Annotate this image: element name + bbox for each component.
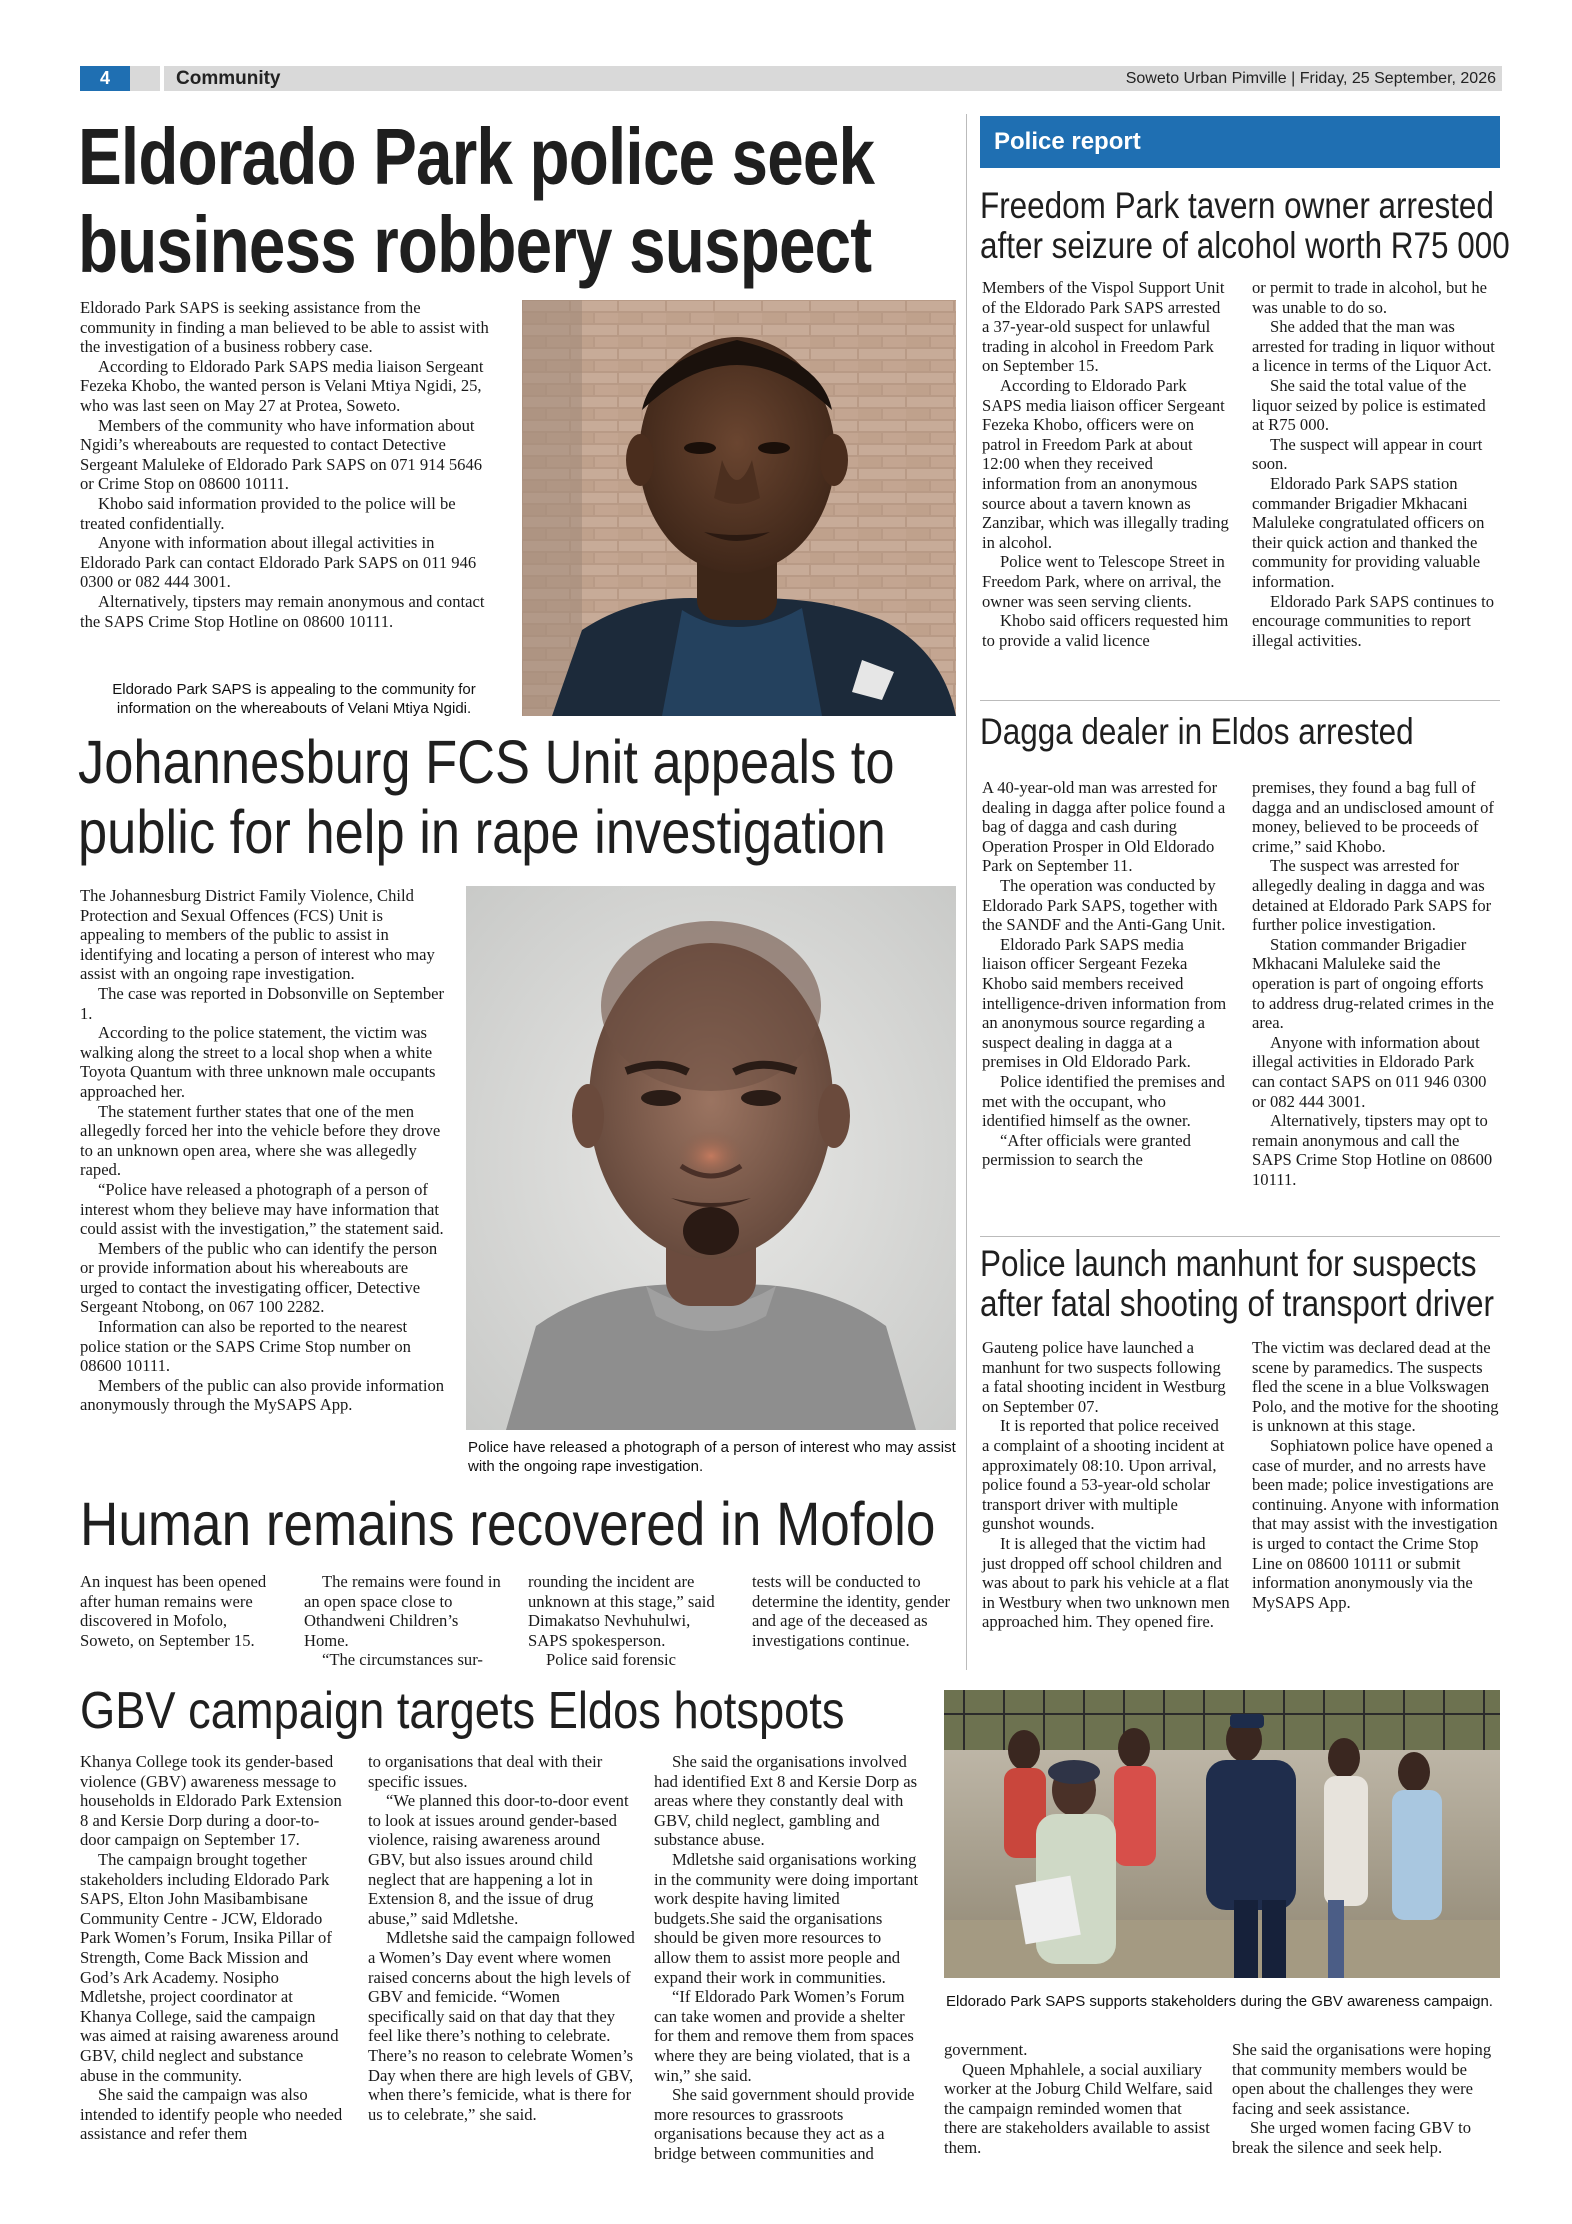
suspect-photo — [522, 300, 956, 716]
report2-paragraph: Station commander Brigadier Mkhacani Maluleke said the operation is part of ongoing efforts to address drug-related crimes in the area. — [1252, 934, 1494, 1033]
person-of-interest-photo — [466, 886, 956, 1430]
report2-col1 — [982, 778, 1230, 1170]
gbv-campaign-photo — [944, 1690, 1500, 1978]
story1-paragraph: Alternatively, tipsters may remain anonymous and contact the SAPS Crime Stop Hotline on 08600 10111. — [80, 591, 485, 631]
report3-paragraph: It is reported that police received a complaint of a shooting incident at approximately 08:10. Upon arrival, police found a 53-year-old scholar transport driver with multiple gunshot wounds. — [982, 1416, 1225, 1534]
police-report-banner: Police report — [980, 116, 1500, 168]
story1-paragraph: Anyone with information about illegal activities in Eldorado Park can contact Eldorado Park SAPS on 011 946 0300 or 082 444 3001. — [80, 533, 477, 592]
story4-paragraph: Mdletshe said the campaign followed a Women’s Day event where women raised concerns about the high levels of GBV and femicide. “Women specifically said on that day that they feel like there’s nothing to celebrate. There’s no reason to celebrate Women’s Day when there are high levels of GBV, when there’s femicide, what is there for us to celebrate,” she said. — [368, 1928, 635, 2124]
report2-paragraph: The operation was conducted by Eldorado Park SAPS, together with the SANDF and the Anti-Gang Unit. — [982, 875, 1226, 935]
story2-headline-line2: public for help in rape investigation — [78, 798, 886, 866]
story2-paragraph: According to the police statement, the victim was walking along the street to a local shop when a white Toyota Quantum with three unknown male occupants approached her. — [80, 1023, 436, 1101]
report1-paragraph: According to Eldorado Park SAPS media liaison officer Sergeant Fezeka Khobo, officers were on patrol in Freedom Park at about 12:00 when they received information from an anonymous source about a tavern known as Zanzibar, which was illegally trading in alcohol. — [982, 375, 1229, 552]
story2-paragraph: “Police have released a photograph of a person of interest whom they believe may have information that could assist with the investigation,” the statement said. — [80, 1179, 444, 1239]
story4-col2 — [368, 1752, 636, 2124]
report1-paragraph: Eldorado Park SAPS continues to encourage communities to report illegal activities. — [1252, 591, 1495, 650]
story1-headline-line2: business robbery suspect — [78, 200, 872, 289]
report2-paragraph: Alternatively, tipsters may opt to remain anonymous and call the SAPS Crime Stop Hotline on 08600 10111. — [1252, 1111, 1493, 1189]
story4-caption: Eldorado Park SAPS supports stakeholders during the GBV awareness campaign. — [946, 1993, 1493, 2010]
report2-col2 — [1252, 778, 1500, 1189]
story2-paragraph: Information can also be reported to the nearest police station or the SAPS Crime Stop number on 08600 10111. — [80, 1317, 411, 1376]
story4-col1 — [80, 1752, 344, 2144]
story2-paragraph: The case was reported in Dobsonville on September 1. — [80, 983, 445, 1023]
report2-paragraph: “After officials were granted permission to search the — [982, 1130, 1191, 1170]
story1-caption: Eldorado Park SAPS is appealing to the community for information on the whereabouts of Velani Mtiya Ngidi. — [112, 681, 476, 717]
story1-headline-line1: Eldorado Park police seek — [78, 112, 875, 201]
story3-headline: Human remains recovered in Mofolo — [80, 1490, 936, 1558]
story1-paragraph: Eldorado Park SAPS is seeking assistance from the community in finding a man believed to be able to assist with the investigation of a business robbery case. — [80, 298, 489, 357]
report1-paragraph: The suspect will appear in court soon. — [1252, 434, 1483, 474]
story1-body — [80, 298, 498, 631]
story4-paragraph: The campaign brought together stakeholders including Eldorado Park SAPS, Elton John Masibambisane Community Centre - JCW, Eldorado Park Women’s Forum, Insika Pillar of Strength, Come Back Mission and God’s Ark Academy. Nosipho Mdletshe, project coordinator at Khanya College, said the campaign was aimed at raising awareness around GBV, child neglect and substance abuse in the community. — [80, 1849, 339, 2085]
report3-headline-line2: after fatal shooting of transport driver — [980, 1283, 1494, 1324]
report1-headline-line1: Freedom Park tavern owner arrested — [980, 185, 1494, 226]
report3-paragraph: Gauteng police have launched a manhunt for two suspects following a fatal shooting incident in Westburg on September 07. — [982, 1338, 1226, 1416]
report3-paragraph: Sophiatown police have opened a case of murder, and no arrests have been made; police investigations are continuing. Anyone with information that may assist with the investigation is urged to contact the Crime Stop Line on 08600 10111 or submit information anonymously via the MySAPS App. — [1252, 1435, 1500, 1612]
report1-paragraph: Khobo said officers requested him to provide a valid licence — [982, 611, 1229, 650]
story4-paragraph: She said the campaign was also intended to identify people who needed assistance and refer them — [80, 2085, 343, 2144]
story4-paragraph: “We planned this door-to-door event to look at issues around gender-based violence, raising awareness around GBV, but also issues around child neglect that are happening a lot in Extension 8, and the issue of drug abuse,” said Mdletshe. — [368, 1791, 629, 1928]
report2-paragraph: Eldorado Park SAPS media liaison officer Sergeant Fezeka Khobo said members received intelligence-driven information from an anonymous source regarding a suspect dealing in dagga at a premises in Old Eldorado Park. — [982, 934, 1227, 1072]
report3-headline-line1: Police launch manhunt for suspects — [980, 1243, 1477, 1284]
report1-paragraph: Members of the Vispol Support Unit of the Eldorado Park SAPS arrested a 37-year-old suspect for unlawful trading in alcohol in Freedom Park on September 15. — [982, 278, 1225, 376]
story1-paragraph: Khobo said information provided to the police will be treated confidentially. — [80, 493, 456, 533]
report2-paragraph: Police identified the premises and met with the occupant, who identified himself as the owner. — [982, 1071, 1225, 1131]
story1-paragraph: Members of the community who have information about Ngidi’s whereabouts are requested to contact Detective Sergeant Maluleke of Eldorado Park SAPS on 071 914 5646 or Crime Stop on 08600 10111. — [80, 415, 483, 494]
column-divider — [966, 114, 967, 1670]
report2-paragraph: Anyone with information about illegal activities in Eldorado Park can contact SAPS on 011 946 0300 or 082 444 3001. — [1252, 1032, 1487, 1111]
section-divider — [980, 1236, 1500, 1237]
report2-paragraph: A 40-year-old man was arrested for dealing in dagga after police found a bag of dagga and cash during Operation Prosper in Old Eldorado Park on September 11. — [982, 778, 1226, 876]
report1-paragraph: She added that the man was arrested for trading in liquor without a licence in terms of the Liquor Act. — [1252, 317, 1495, 376]
story4-paragraph: She said government should provide more resources to grassroots organisations because they act as a bridge between communities and — [654, 2085, 915, 2163]
section-label: Community — [160, 66, 281, 91]
report2-headline: Dagga dealer in Eldos arrested — [980, 711, 1414, 752]
story3-paragraph: tests will be conducted to determine the identity, gender and age of the deceased as investigations continue. — [752, 1572, 950, 1650]
story3-col2 — [304, 1572, 504, 1670]
story4-paragraph: Queen Mphahlele, a social auxiliary worker at the Joburg Child Welfare, said the campaign reminded women that there are stakeholders available to assist them. — [944, 2059, 1213, 2157]
report1-paragraph: Eldorado Park SAPS station commander Brigadier Mkhacani Maluleke congratulated officers on their quick action and thanked the community for providing valuable information. — [1252, 473, 1485, 591]
story4-paragraph: to organisations that deal with their specific issues. — [368, 1752, 603, 1791]
story2-paragraph: Members of the public who can identify the person or provide information about his whereabouts are urged to contact the investigating officer, Detective Sergeant Ntobong, on 067 100 2282. — [80, 1238, 438, 1317]
story4-col4 — [944, 2040, 1216, 2158]
report2-paragraph: The suspect was arrested for allegedly dealing in dagga and was detained at Eldorado Park SAPS for further police investigation. — [1252, 856, 1492, 935]
story4-paragraph: Mdletshe said organisations working in the community were doing important work despite having limited budgets.She said the organisations should be given more resources to allow them to assist more people and expand their work in communities. — [654, 1849, 919, 1987]
report3-paragraph: The victim was declared dead at the scene by paramedics. The suspects fled the scene in a blue Volkswagen Polo, and the motive for the shooting is unknown at this stage. — [1252, 1338, 1499, 1436]
story1-paragraph: According to Eldorado Park SAPS media liaison Sergeant Fezeka Khobo, the wanted person is Velani Mtiya Ngidi, 25, who was last seen on May 27 at Protea, Soweto. — [80, 356, 484, 415]
report2-paragraph: premises, they found a bag full of dagga and an undisclosed amount of money, believed to be proceeds of crime,” said Khobo. — [1252, 778, 1494, 856]
story4-paragraph: She urged women facing GBV to break the silence and seek help. — [1232, 2118, 1472, 2157]
report1-paragraph: She said the total value of the liquor seized by police is estimated at R75 000. — [1252, 375, 1486, 435]
page-number: 4 — [80, 66, 130, 91]
story3-paragraph: “The circumstances sur- — [322, 1650, 483, 1670]
report1-paragraph: Police went to Telescope Street in Freedom Park, where on arrival, the owner was seen serving clients. — [982, 552, 1225, 611]
story4-col5 — [1232, 2040, 1500, 2158]
story4-paragraph: She said the organisations were hoping that community members would be open about the challenges they were facing and seek assistance. — [1232, 2040, 1492, 2118]
story3-paragraph: rounding the incident are unknown at this stage,” said Dimakatso Nevhuhulwi, SAPS spokesperson. — [528, 1572, 715, 1650]
story2-paragraph: The statement further states that one of the men allegedly forced her into the vehicle before they drove to an unknown open area, where she was allegedly raped. — [80, 1101, 441, 1180]
story2-paragraph: Members of the public can also provide information anonymously through the MySAPS App. — [80, 1375, 445, 1415]
story3-col3 — [528, 1572, 728, 1670]
story2-caption: Police have released a photograph of a person of interest who may assist with the ongoing rape investigation. — [468, 1439, 956, 1475]
report1-headline-line2: after seizure of alcohol worth R75 000 — [980, 225, 1510, 266]
story4-paragraph: Khanya College took its gender-based violence (GBV) awareness message to households in Eldorado Park Extension 8 and Kersie Dorp during a door-to-door campaign on September 17. — [80, 1752, 342, 1850]
story4-paragraph: “If Eldorado Park Women’s Forum can take women and provide a shelter for them and remove them from spaces where they are being violated, that is a win,” she said. — [654, 1987, 914, 2085]
report1-col1 — [982, 278, 1230, 650]
story3-paragraph: The remains were found in an open space close to Othandweni Children’s Home. — [304, 1572, 501, 1650]
story2-headline-line1: Johannesburg FCS Unit appeals to — [78, 728, 895, 796]
story3-paragraph: Police said forensic — [546, 1650, 676, 1670]
report3-col2 — [1252, 1338, 1500, 1612]
story3-paragraph: An inquest has been opened after human remains were discovered in Mofolo, Soweto, on September 15. — [80, 1572, 267, 1650]
section-divider — [980, 700, 1500, 701]
story2-body — [80, 886, 446, 1415]
report1-paragraph: or permit to trade in alcohol, but he was unable to do so. — [1252, 278, 1488, 317]
story3-col4 — [752, 1572, 958, 1650]
story4-headline: GBV campaign targets Eldos hotspots — [80, 1682, 845, 1740]
story4-paragraph: She said the organisations involved had identified Ext 8 and Kersie Dorp as areas where they constantly deal with GBV, child neglect, gambling and substance abuse. — [654, 1752, 918, 1850]
report3-col1 — [982, 1338, 1230, 1632]
story4-paragraph: government. — [944, 2040, 1028, 2059]
report1-col2 — [1252, 278, 1500, 650]
dateline: Soweto Urban Pimville | Friday, 25 September, 2026 — [1125, 70, 1496, 87]
story4-col3 — [654, 1752, 922, 2163]
story2-paragraph: The Johannesburg District Family Violence, Child Protection and Sexual Offences (FCS) Unit is appealing to members of the public to assist in identifying and locating a person of interest who may assist with an ongoing rape investigation. — [80, 886, 435, 984]
report3-paragraph: It is alleged that the victim had just dropped off school children and was about to park his vehicle at a flat in Westbury when two unknown men approached him. They opened fire. — [982, 1533, 1230, 1632]
story3-col1 — [80, 1572, 280, 1650]
